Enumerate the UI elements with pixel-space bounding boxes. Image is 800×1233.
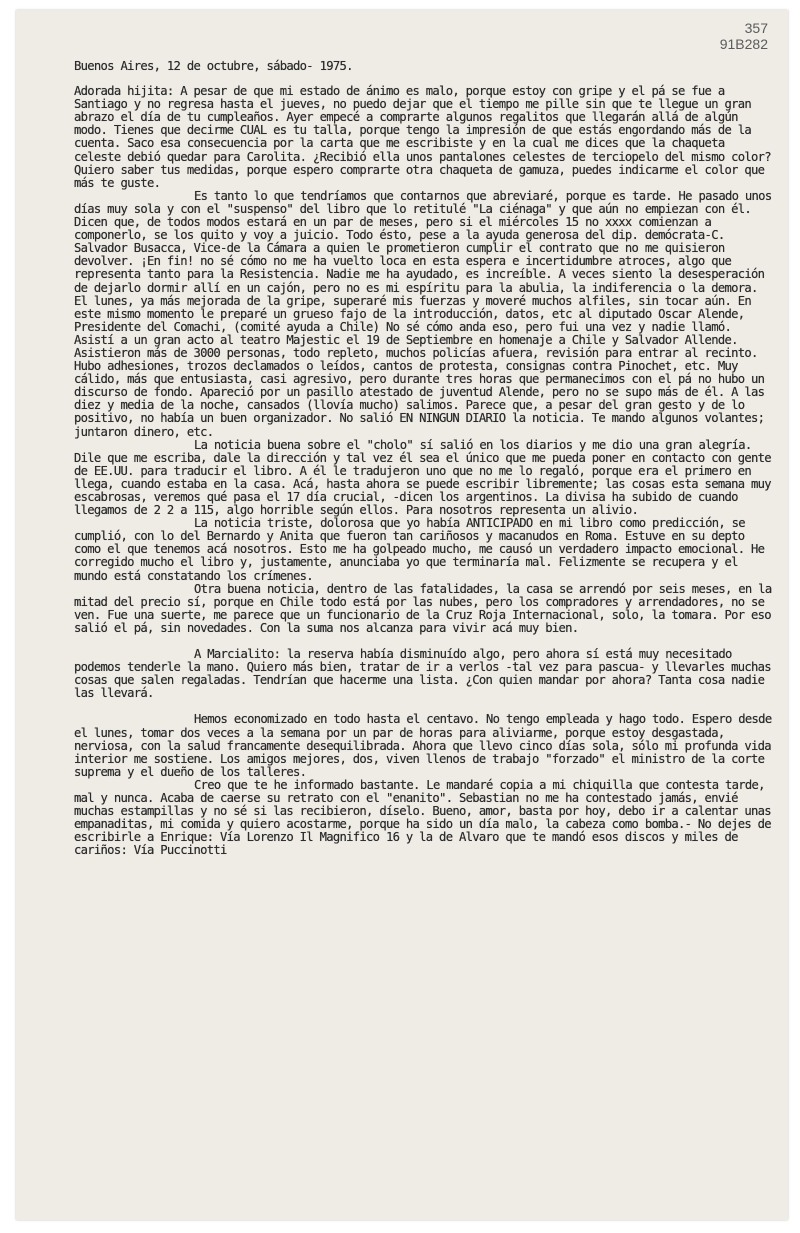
paragraph-6: A Marcialito: la reserva había disminuído algo, pero ahora sí está muy necesitado podemos tenderle la mano. Quiero más bien, tratar de ir a verlos -tal vez para pascua- y llevarles muchas cosas que salen regaladas. Tendrían que hacerme una lista. ¿Con quien mandar por ahora? Tanta cosa nadie las llevará. — [74, 647, 771, 701]
paragraph-8: Creo que te he informado bastante. Le mandaré copia a mi chiquilla que contesta tarde, mal y nunca. Acaba de caerse su retrato con el "enanito". Sebastian no me ha contestado jamás, envié muchas estampillas y no sé si las recibieron, díselo. Bueno, amor, basta por hoy, debo ir a calentar unas empanaditas, mi comida y quiero acostarme, porque ha sido un día malo, la cabeza como bomba.- No dejes de escribirle a Enrique: Vía Lorenzo Il Magnifico 16 y la de Alvaro que te mandó esos discos y miles de cariños: Vía Puccinotti — [74, 777, 771, 858]
paragraph-3: La noticia buena sobre el "cholo" sí salió en los diarios y me dio una gran alegría. Dile que me escriba, dale la dirección y tal vez él sea el único que me pueda poner en contacto con gente de EE.UU. para traducir el libro. A él le tradujeron uno que no me lo regaló, porque era el primero en llega, cuando estaba en la casa. Acá, hasta ahora se puede escribir libremente; las cosas esta semana muy escabrosas, veremos qué pasa el 17 día crucial, -dicen los argentinos. La divisa ha subido de cuando llegamos de 2 2 a 115, algo horrible según ellos. Para nosotros representa un alivio. — [74, 437, 771, 518]
typed-letter-body — [74, 60, 774, 857]
archive-number-line-1: 357 — [744, 20, 768, 36]
archive-number-stamp — [720, 20, 768, 52]
paragraph-5: Otra buena noticia, dentro de las fatalidades, la casa se arrendó por seis meses, en la mitad del precio sí, porque en Chile todo está por las nubes, pero los compradores y arrendadores, no se ven. Fue una suerte, me parece que un funcionario de la Cruz Roja Internacional, solo, la tomara. Por eso salió el pá, sin novedades. Con la suma nos alcanza para vivir acá muy bien. — [74, 581, 772, 635]
paragraph-2: Es tanto lo que tendríamos que contarnos que abreviaré, porque es tarde. He pasado unos días muy sola y con el "suspenso" del libro que lo retitulé "La ciénaga" y que aún no empiezan con él. Dicen que, de todos modos estará en un par de meses, pero si el miércoles 15 no xxxx comienzan a componerlo, se los quito y voy a juicio. Todo ésto, pese a la ayuda generosa del dip. demócrata-C. Salvador Busacca, Vice-de la Cámara a quien le prometieron cumplir el contrato que no me quisieron devolver. ¡En fin! no sé cómo no me ha vuelto loca en esta espera e incertidumbre atroces, algo que representa tanto para la Resistencia. Nadie me ha ayudado, es increíble. A veces siento la desesperación de dejarlo dormir allí en un cajón, pero no es mi espíritu para la abulia, la indiferencia o la demora. El lunes, ya más mejorada de la gripe, superaré mis fuerzas y moveré muchos alfiles, sin tocar aún. En este mismo momento le preparé un grueso fajo de la introducción, datos, etc al diputado Oscar Alende, Presidente del Comachi, (comité ayuda a Chile) No sé cómo anda eso, pero fui una vez y nadie llamó. Asistí a un gran acto al teatro Majestic el 19 de Septiembre en homenaje a Chile y Salvador Allende. Asistieron más de 3000 personas, todo repleto, muchos policías afuera, revisión para entrar al recinto. Hubo adhesiones, trozos declamados o leídos, cantos de protesta, consignas contra Pinochet, etc. Muy cálido, más que entusiasta, casi agresivo, pero durante tres horas que permanecimos con el pá no hubo un discurso de fondo. Apareció por un pasillo atestado de juventud Alende, pero no se supo más de él. A las diez y media de la noche, cansados (llovía mucho) salimos. Parece que, a pesar del gran gesto y de lo positivo, no había un buen organizador. No salió EN NINGUN DIARIO la noticia. Te mando algunos volantes; juntaron dinero, etc. — [74, 188, 772, 439]
paragraph-1: Adorada hijita: A pesar de que mi estado de ánimo es malo, porque estoy con gripe y el pá se fue a Santiago y no regresa hasta el jueves, no puedo dejar que el tiempo me pille sin que te llegue un gran abrazo el día de tu cumpleaños. Ayer empecé a comprarte algunos regalitos que llegarán allá de algún modo. Tienes que decirme CUAL es tu talla, porque tengo la impresión de que estás engordando más de la cuenta. Saco esa consecuencia por la carta que me escribiste y en la cual me dices que la chaqueta celeste debió quedar para Carolita. ¿Recibió ella unos pantalones celestes de terciopelo del mismo color? Quiero saber tus medidas, porque espero comprarte otra chaqueta de gamuza, puedes indicarme el color que más te guste. — [74, 84, 771, 190]
paragraph-4: La noticia triste, dolorosa que yo había ANTICIPADO en mi libro como predicción, se cumplió, con lo del Bernardo y Anita que fueron tan cariñosos y macanudos en Roma. Estuve en su depto como el que tenemos acá nosotros. Esto me ha golpeado mucho, me causó un verdadero impacto emocional. He corregido mucho el libro y, justamente, anunciaba yo que terminaría mal. Felizmente se recupera y el mundo está constatando los crímenes. — [74, 516, 765, 583]
letter-page — [16, 10, 788, 1220]
letter-date-line: Buenos Aires, 12 de octubre, sábado- 1975. — [74, 59, 353, 73]
archive-number-line-2: 91B282 — [719, 36, 768, 52]
paragraph-7: Hemos economizado en todo hasta el centavo. No tengo empleada y hago todo. Espero desde el lunes, tomar dos veces a la semana por un par de horas para aliviarme, porque estoy desgastada, nerviosa, con la salud francamente desequilibrada. Ahora que llevo cinco días sola, sólo mi profunda vida interior me sostiene. Los amigos mejores, dos, viven llenos de trabajo "forzado" el ministro de la corte suprema y el dueño de los talleres. — [74, 712, 772, 779]
